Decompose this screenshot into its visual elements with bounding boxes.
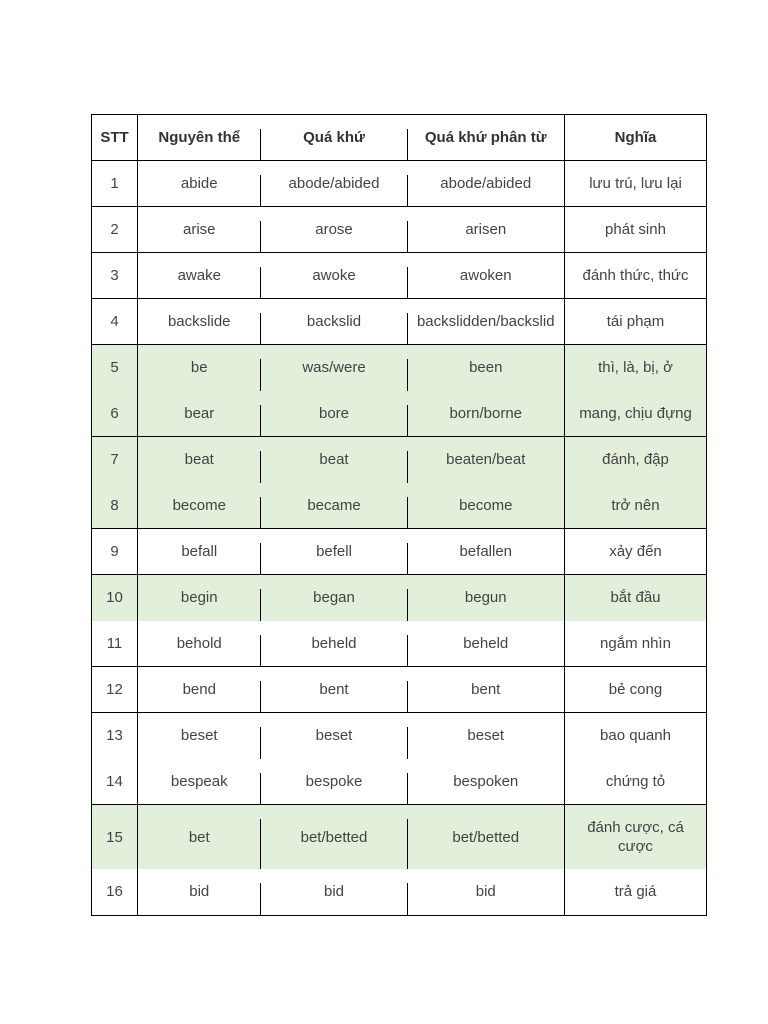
meaning-cell: trả giá (614, 883, 657, 901)
meaning-cell: chứng tỏ (605, 772, 666, 790)
irregular-verbs-table (91, 114, 707, 916)
past-participle-cell: backslidden/backslid (408, 299, 565, 345)
past-form-cell: abode/abided (261, 161, 408, 207)
past-form-cell: was/were (261, 345, 408, 391)
base-form-cell: awake (138, 253, 261, 299)
stt-cell: 12 (92, 667, 138, 713)
past-participle-cell: arisen (408, 207, 565, 253)
stt-cell: 7 (92, 437, 138, 483)
stt-cell: 9 (92, 529, 138, 575)
past-participle-cell: abode/abided (408, 161, 565, 207)
past-participle-cell: beheld (408, 621, 565, 667)
table-row (92, 575, 707, 621)
table-row (92, 207, 707, 253)
past-form-cell: bid (261, 869, 408, 915)
header-meaning: Nghĩa (565, 115, 707, 161)
stt-cell: 3 (92, 253, 138, 299)
header-past-participle: Quá khứ phân từ (408, 115, 565, 161)
table-row (92, 529, 707, 575)
stt-cell: 15 (92, 805, 138, 870)
base-form-cell: arise (138, 207, 261, 253)
meaning-cell: tái phạm (565, 299, 707, 345)
table-row (92, 869, 707, 915)
table-row (92, 345, 707, 391)
past-form-cell: bet/betted (261, 805, 408, 870)
past-form-cell: backslid (261, 299, 408, 345)
past-form-cell: arose (261, 207, 408, 253)
table-header (92, 115, 707, 161)
past-form-cell: beset (261, 713, 408, 759)
base-form-cell: beat (138, 437, 261, 483)
header-base-form: Nguyên thể (138, 115, 261, 161)
stt-cell: 16 (92, 869, 138, 915)
table-row (92, 437, 707, 483)
table-row (92, 805, 707, 870)
meaning-cell: xảy đến (565, 529, 707, 575)
past-form-cell: bore (261, 391, 408, 437)
meaning-cell: ngắm nhìn (600, 634, 671, 652)
past-participle-cell: bespoken (408, 759, 565, 805)
stt-cell: 6 (92, 391, 138, 437)
stt-cell: 13 (92, 713, 138, 759)
past-participle-cell: begun (408, 575, 565, 621)
table-row (92, 299, 707, 345)
stt-cell: 2 (92, 207, 138, 253)
stt-cell: 14 (92, 759, 138, 805)
table-row (92, 483, 707, 529)
meaning-cell: đánh thức, thức (565, 253, 707, 299)
table-row (92, 253, 707, 299)
stt-cell: 8 (92, 483, 138, 529)
base-form-cell: bid (138, 869, 261, 915)
past-form-cell: bent (261, 667, 408, 713)
past-participle-cell: beset (408, 713, 565, 759)
past-form-cell: bespoke (261, 759, 408, 805)
base-form-cell: bespeak (138, 759, 261, 805)
table-row (92, 621, 707, 667)
past-form-cell: beheld (261, 621, 408, 667)
past-participle-cell: been (408, 345, 565, 391)
base-form-cell: be (138, 345, 261, 391)
meaning-cell: phát sinh (565, 207, 707, 253)
table-row (92, 161, 707, 207)
base-form-cell: befall (138, 529, 261, 575)
stt-cell: 10 (92, 575, 138, 621)
table-row (92, 713, 707, 759)
base-form-cell: bear (138, 391, 261, 437)
meaning-cell: bao quanh (565, 713, 707, 759)
table-header-row (92, 115, 707, 161)
table-row (92, 759, 707, 805)
stt-cell: 1 (92, 161, 138, 207)
base-form-cell: backslide (138, 299, 261, 345)
past-participle-cell: bent (408, 667, 565, 713)
past-participle-cell: born/borne (408, 391, 565, 437)
past-participle-cell: beaten/beat (408, 437, 565, 483)
past-participle-cell: become (408, 483, 565, 529)
header-past-form: Quá khứ (261, 115, 408, 161)
base-form-cell: bet (138, 805, 261, 870)
meaning-cell: bắt đầu (565, 575, 707, 621)
meaning-cell: lưu trú, lưu lại (565, 161, 707, 207)
past-participle-cell: bid (408, 869, 565, 915)
base-form-cell: become (138, 483, 261, 529)
header-stt: STT (92, 115, 138, 161)
base-form-cell: behold (138, 621, 261, 667)
meaning-cell: mang, chịu đựng (565, 391, 707, 437)
past-participle-cell: awoken (408, 253, 565, 299)
past-participle-cell: befallen (408, 529, 565, 575)
base-form-cell: abide (138, 161, 261, 207)
meaning-cell: bẻ cong (565, 667, 707, 713)
past-form-cell: began (261, 575, 408, 621)
meaning-cell: đánh, đập (565, 437, 707, 483)
stt-cell: 11 (92, 621, 138, 667)
table-row (92, 667, 707, 713)
past-form-cell: beat (261, 437, 408, 483)
stt-cell: 4 (92, 299, 138, 345)
meaning-cell: đánh cược, cá cược (565, 805, 707, 870)
base-form-cell: beset (138, 713, 261, 759)
past-form-cell: became (261, 483, 408, 529)
base-form-cell: begin (138, 575, 261, 621)
base-form-cell: bend (138, 667, 261, 713)
meaning-cell: thì, là, bị, ở (565, 345, 707, 391)
table-row (92, 391, 707, 437)
past-participle-cell: bet/betted (408, 805, 565, 870)
meaning-cell: trở nên (565, 483, 707, 529)
stt-cell: 5 (92, 345, 138, 391)
past-form-cell: awoke (261, 253, 408, 299)
past-form-cell: befell (261, 529, 408, 575)
table-body (92, 161, 707, 916)
